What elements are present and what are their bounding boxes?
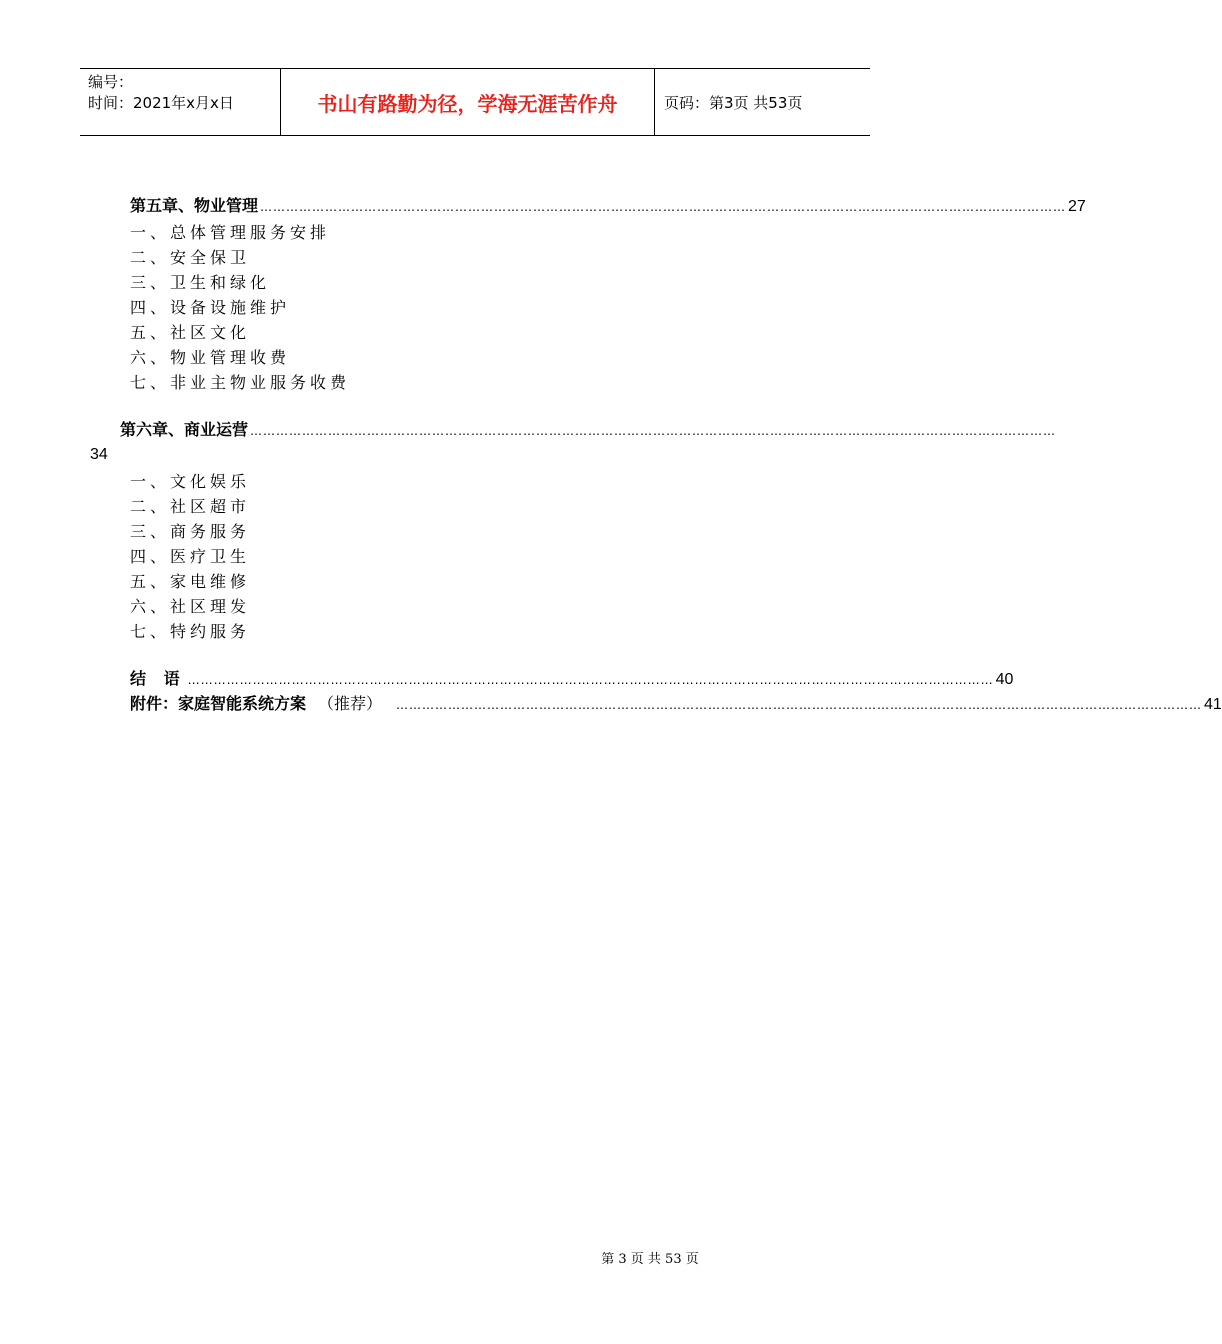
chapter5-item[interactable]: 二、安全保卫 <box>130 248 251 267</box>
chapter6-item[interactable]: 五、家电维修 <box>130 572 251 591</box>
toc-entry-appendix[interactable] <box>130 694 1222 715</box>
leader-dots: …………………………………………………………………………………………………………………………………………………………………… <box>260 200 1067 214</box>
header-motto: 书山有路勤为径，学海无涯苦作舟 <box>281 69 655 135</box>
leader-dots: …………………………………………………………………………………………………………………………………………………………………… <box>187 673 994 687</box>
number-label: 编号： <box>88 73 134 91</box>
chapter5-item[interactable]: 一、总体管理服务安排 <box>130 223 331 242</box>
appendix-title: 附件：家庭智能系统方案 <box>130 694 307 713</box>
chapter6-item[interactable]: 二、社区超市 <box>130 497 251 516</box>
time-label: 时间：2021年x月x日 <box>88 94 234 112</box>
appendix-page: 41 <box>1204 696 1222 713</box>
chapter5-item[interactable]: 五、社区文化 <box>130 323 251 342</box>
chapter5-item[interactable]: 六、物业管理收费 <box>130 348 291 367</box>
chapter6-page: 34 <box>90 446 108 463</box>
toc-entry-chapter6[interactable] <box>120 420 1057 441</box>
chapter6-item[interactable]: 一、文化娱乐 <box>130 472 251 491</box>
page-footer: 第 3 页 共 53 页 <box>601 1252 699 1267</box>
chapter5-title: 第五章、物业管理 <box>130 196 259 215</box>
toc-entry-chapter5[interactable] <box>130 196 1086 217</box>
toc-entry-conclusion[interactable] <box>130 669 1014 690</box>
header-left-cell <box>80 69 281 135</box>
chapter6-item[interactable]: 六、社区理发 <box>130 597 251 616</box>
page-header <box>80 68 870 136</box>
chapter5-item[interactable]: 三、卫生和绿化 <box>130 273 271 292</box>
conclusion-title: 结 语 <box>130 669 186 688</box>
leader-dots: …………………………………………………………………………………………………………………………………………………………………… <box>250 424 1057 438</box>
chapter6-item[interactable]: 四、医疗卫生 <box>130 547 251 566</box>
chapter6-item[interactable]: 三、商务服务 <box>130 522 251 541</box>
chapter5-item[interactable]: 七、非业主物业服务收费 <box>130 373 351 392</box>
chapter6-item[interactable]: 七、特约服务 <box>130 622 251 641</box>
leader-dots: …………………………………………………………………………………………………………………………………………………………………… <box>396 698 1203 712</box>
appendix-sub: （推荐） <box>318 694 383 713</box>
chapter5-page: 27 <box>1068 198 1086 215</box>
chapter6-title: 第六章、商业运营 <box>120 420 249 439</box>
conclusion-page: 40 <box>995 671 1014 688</box>
chapter5-item[interactable]: 四、设备设施维护 <box>130 298 291 317</box>
header-page-info: 页码：第3页 共53页 <box>664 93 803 112</box>
